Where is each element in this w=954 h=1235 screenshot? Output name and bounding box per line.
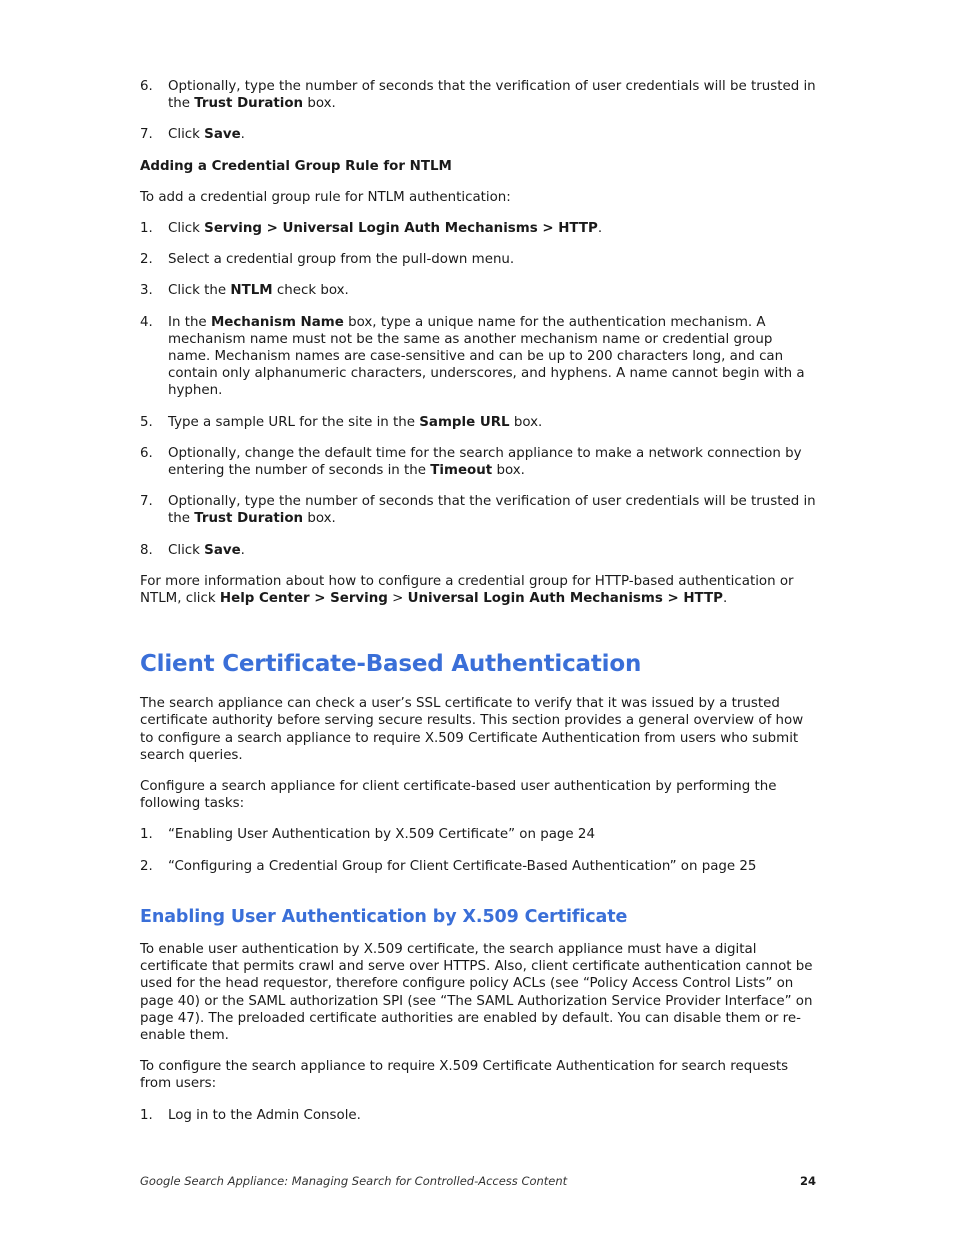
list-item (140, 78, 816, 112)
section-title: Client Certificate-Based Authentication (140, 651, 642, 678)
page-content (140, 78, 816, 1138)
list-item: 7. Optionally, type the number of seconds that the verification of user credentials will be trusted in the Trust Duration box. (140, 494, 816, 527)
list-item: 5. Type a sample URL for the site in the Sample URL box. (140, 414, 543, 430)
list-item: 3. Click the NTLM check box. (140, 283, 349, 299)
subsection-paragraph: To enable user authentication by X.509 certificate, the search appliance must have a digital certificate that permits crawl and serve over HTTPS. Also, client certificate authentication cannot be used for the head requestor, therefore configure policy ACLs (see “Policy Access Control Lists” on page 40) or the SAML authorization SPI (see “The SAML Authorization Service Provider Interface” on page 47). The preloaded certificate authorities are enabled by default. You can disable them or re-enable them. (140, 941, 813, 1043)
ntlm-intro: To add a credential group rule for NTLM authentication: (140, 189, 511, 205)
list-text: Optionally, type the number of seconds that the verification of user credentials will be trusted in the Trust Duration box. (168, 79, 816, 112)
list-item (140, 126, 816, 143)
more-info-paragraph: For more information about how to configure a credential group for HTTP-based authentication or NTLM, click Help Center > Serving > Universal Login Auth Mechanisms > HTTP. (140, 573, 794, 607)
ui-label: NTLM (230, 283, 273, 299)
page-footer (140, 1173, 816, 1189)
list-item: 8. Click Save. (140, 542, 245, 558)
footer-doc-title: Google Search Appliance: Managing Search for Controlled-Access Content (140, 1174, 568, 1188)
ntlm-heading: Adding a Credential Group Rule for NTLM (140, 158, 452, 174)
ui-path: Serving > Universal Login Auth Mechanisms > HTTP (204, 221, 598, 237)
list-item: 1. Log in to the Admin Console. (140, 1107, 361, 1123)
list-number: 6. (140, 79, 153, 94)
page-number: 24 (799, 1174, 816, 1188)
ui-label: Save (204, 542, 241, 558)
task-link-item[interactable]: 1. “Enabling User Authentication by X.509 Certificate” on page 24 (140, 827, 595, 843)
ui-label: Trust Duration (194, 96, 304, 112)
ui-label: Mechanism Name (210, 314, 344, 330)
ui-label: Trust Duration (194, 511, 304, 527)
list-item: 4. In the Mechanism Name box, type a unique name for the authentication mechanism. A mechanism name must not be the same as another mechanism name or credential group name. Mechanism names are case-sensitive and can be up to 200 characters long, and can contain only alphanumeric characters, underscores, and hyphens. A name cannot begin with a hyphen. (140, 314, 805, 399)
list-item: 1. Click Serving > Universal Login Auth Mechanisms > HTTP. (140, 221, 603, 237)
section-paragraph: Configure a search appliance for client certificate-based user authentication by performing the following tasks: (140, 779, 777, 812)
ui-label: Save (204, 127, 241, 143)
list-number: 7. (140, 127, 153, 143)
ui-label: Sample URL (419, 414, 510, 430)
section-paragraph: The search appliance can check a user’s SSL certificate to verify that it was issued by a trusted certificate authority before serving secure results. This section provides a general overview of how to configure a search appliance to require X.509 Certificate Authentication from users who submit search queries. (140, 696, 804, 763)
list-item: 6. Optionally, change the default time for the search appliance to make a network connection by entering the number of seconds in the Timeout box. (140, 445, 802, 479)
task-link-item[interactable]: 2. “Configuring a Credential Group for Client Certificate-Based Authentication” on page 25 (140, 858, 757, 874)
ui-label: Timeout (430, 463, 493, 479)
subsection-title: Enabling User Authentication by X.509 Certificate (140, 906, 628, 927)
subsection-paragraph: To configure the search appliance to require X.509 Certificate Authentication for search requests from users: (140, 1059, 789, 1092)
list-text: Click Save. (168, 127, 245, 143)
list-item: 2. Select a credential group from the pull-down menu. (140, 252, 515, 268)
